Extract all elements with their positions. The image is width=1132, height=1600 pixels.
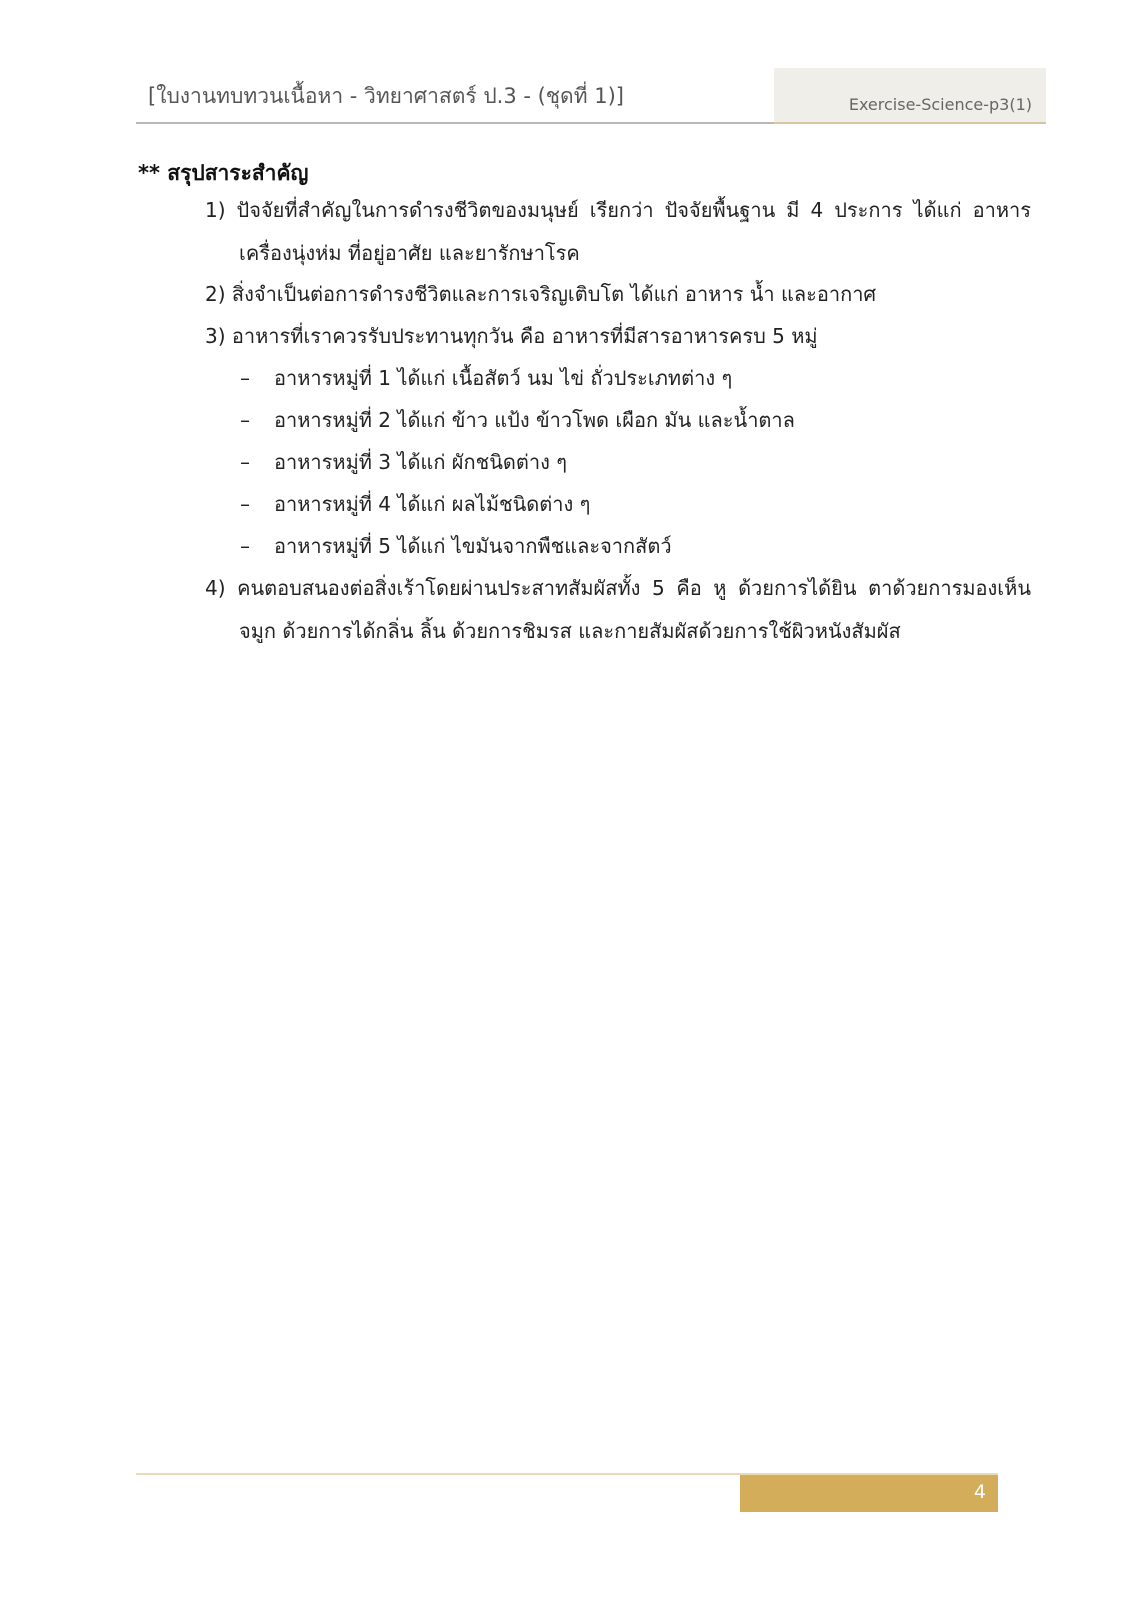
food-group-item [240,525,940,568]
header-code-box [774,68,1046,124]
food-group-item [240,441,940,484]
food-group-item [240,483,940,526]
summary-item-2: 2) สิ่งจำเป็นต่อการดำรงชีวิตและการเจริญเติบโต ได้แก่ อาหาร น้ำ และอากาศ [205,282,877,306]
summary-item-4: 4) คนตอบสนองต่อสิ่งเร้าโดยผ่านประสาทสัมผัสทั้ง 5 คือ หู ด้วยการได้ยิน ตาด้วยการมองเห็น จมูก ด้วยการได้กลิ่น ลิ้น ด้วยการชิมรส และกายสัมผัสด้วยการใช้ผิวหนังสัมผัส [205,576,1031,643]
page-number-box [740,1475,998,1512]
list-dash: – [240,492,250,516]
food-group-text: อาหารหมู่ที่ 3 ได้แก่ ผักชนิดต่าง ๆ [274,450,567,474]
header-title: [ใบงานทบทวนเนื้อหา - วิทยาศาสตร์ ป.3 - (ชุดที่ 1)] [148,84,624,108]
summary-item-1: 1) ปัจจัยที่สำคัญในการดำรงชีวิตของมนุษย์ เรียกว่า ปัจจัยพื้นฐาน มี 4 ประการ ได้แก่ อาหาร เครื่องนุ่งห่ม ที่อยู่อาศัย และยารักษาโรค [205,198,1031,265]
food-group-text: อาหารหมู่ที่ 1 ได้แก่ เนื้อสัตว์ นม ไข่ ถั่วประเภทต่าง ๆ [274,366,733,390]
summary-item-3: 3) อาหารที่เราควรรับประทานทุกวัน คือ อาหารที่มีสารอาหารครบ 5 หมู่ [205,324,818,348]
food-group-text: อาหารหมู่ที่ 2 ได้แก่ ข้าว แป้ง ข้าวโพด เผือก มัน และน้ำตาล [274,408,795,432]
food-group-item [240,399,940,442]
food-group-text: อาหารหมู่ที่ 4 ได้แก่ ผลไม้ชนิดต่าง ๆ [274,492,591,516]
section-heading: ** สรุปสาระสำคัญ [138,161,309,185]
page-number: 4 [973,1481,986,1503]
list-dash: – [240,408,250,432]
header-rule-accent [774,122,1046,124]
list-dash: – [240,534,250,558]
food-group-text: อาหารหมู่ที่ 5 ได้แก่ ไขมันจากพืชและจากสัตว์ [274,534,672,558]
list-dash: – [240,366,250,390]
header-code: Exercise-Science-p3(1) [848,95,1032,114]
food-group-item [240,357,940,400]
list-dash: – [240,450,250,474]
